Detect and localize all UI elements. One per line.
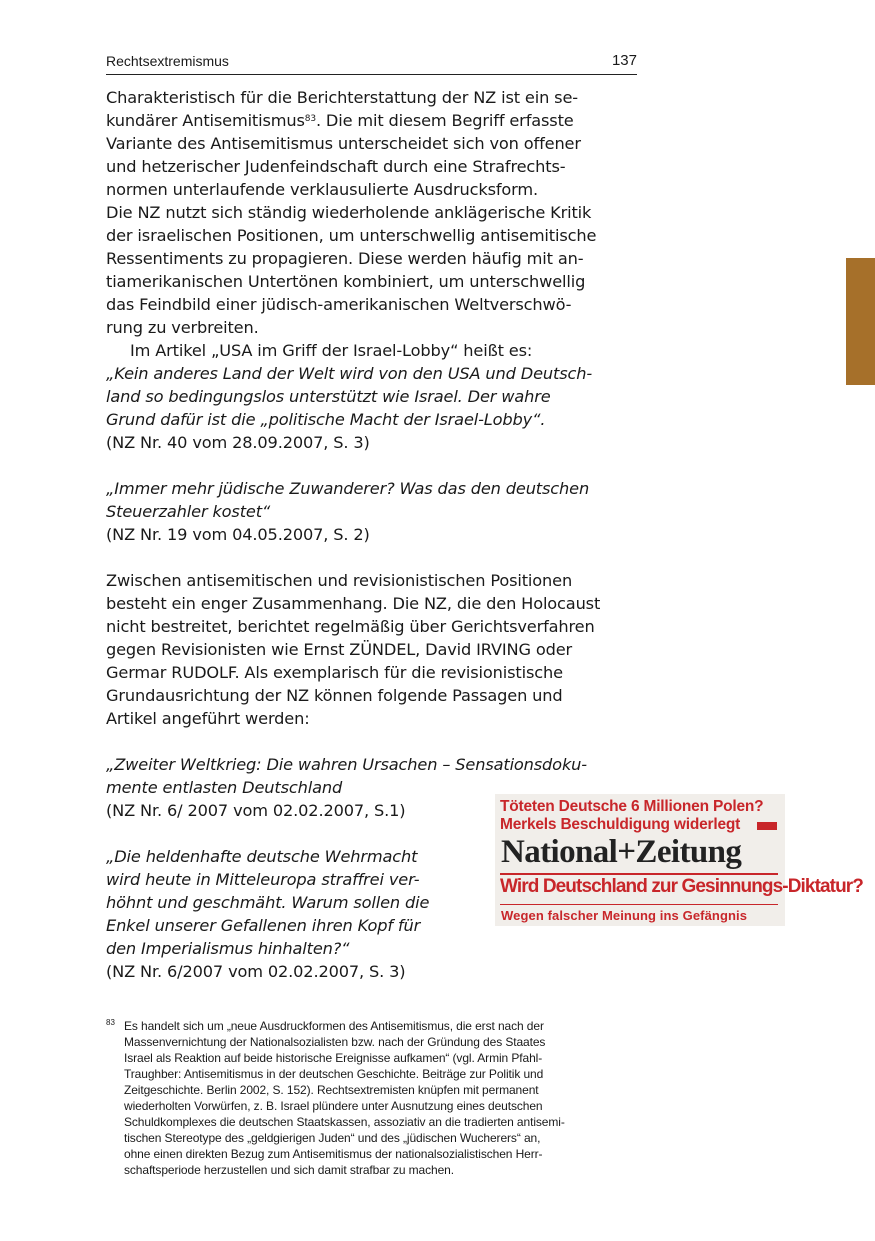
- newspaper-rule: [500, 904, 778, 905]
- text-line: tiamerikanischen Untertönen kombiniert, um unterschwellig: [106, 272, 586, 291]
- text-line: rung zu verbreiten.: [106, 318, 259, 337]
- footnote-line: Traughber: Antisemitismus in der deutschen Geschichte. Beiträge zur Politik und: [124, 1067, 544, 1081]
- quote-line: wird heute in Mitteleuropa straffrei ver-: [106, 870, 420, 889]
- page-number: 137: [611, 52, 637, 69]
- page-header: [106, 50, 637, 75]
- quote-line: Grund dafür ist die „politische Macht der Israel-Lobby“.: [106, 410, 546, 429]
- text-line: Variante des Antisemitismus unterscheidet sich von offener: [106, 134, 581, 153]
- quote-line: „Die heldenhafte deutsche Wehrmacht: [106, 847, 418, 866]
- footnote-number: 83: [106, 1018, 115, 1027]
- text-line: Zwischen antisemitischen und revisionistischen Positionen: [106, 571, 573, 590]
- quote-line: höhnt und geschmäht. Warum sollen die: [106, 893, 430, 912]
- quote-line: „Zweiter Weltkrieg: Die wahren Ursachen – Sensationsdoku-: [106, 755, 587, 774]
- source-citation: (NZ Nr. 19 vom 04.05.2007, S. 2): [106, 525, 370, 544]
- text-line: besteht ein enger Zusammenhang. Die NZ, die den Holocaust: [106, 594, 601, 613]
- source-citation: (NZ Nr. 40 vom 28.09.2007, S. 3): [106, 433, 370, 452]
- quote-line: mente entlasten Deutschland: [106, 778, 343, 797]
- quote-line: „Kein anderes Land der Welt wird von den USA und Deutsch-: [106, 364, 593, 383]
- footnote-line: Zeitgeschichte. Berlin 2002, S. 152). Rechtsextremisten knüpfen mit permanent: [124, 1083, 539, 1097]
- chapter-thumb-tab: [846, 258, 875, 385]
- text-line: Germar RUDOLF. Als exemplarisch für die revisionistische: [106, 663, 563, 682]
- newspaper-masthead: National+Zeitung: [501, 834, 742, 870]
- text-line: normen unterlaufende verklausulierte Ausdrucksform.: [106, 180, 539, 199]
- newspaper-rule: [500, 873, 778, 875]
- newspaper-headline: Töteten Deutsche 6 Millionen Polen?: [500, 798, 764, 815]
- quote-line: den Imperialismus hinhalten?“: [106, 939, 350, 958]
- running-head: Rechtsextremismus: [106, 53, 229, 69]
- newspaper-headline: Wird Deutschland zur Gesinnungs-Diktatur?: [500, 876, 864, 897]
- quote-line: Enkel unserer Gefallenen ihren Kopf für: [106, 916, 421, 935]
- text-line: Charakteristisch für die Berichterstattung der NZ ist ein se-: [106, 88, 578, 107]
- footnote-text: [124, 1018, 646, 1178]
- footnote-line: wiederholten Vorwürfen, z. B. Israel plündere unter Ausnutzung eines deutschen: [124, 1099, 543, 1113]
- text-line: Ressentiments zu propagieren. Diese werden häufig mit an-: [106, 249, 584, 268]
- text-line: kundärer Antisemitismus$^{83}$. Die mit diesem Begriff erfasste: [106, 111, 574, 130]
- newspaper-headline: Merkels Beschuldigung widerlegt: [500, 816, 741, 833]
- text-line: nicht bestreitet, berichtet regelmäßig über Gerichtsverfahren: [106, 617, 595, 636]
- footnote-reference[interactable]: 83: [304, 114, 316, 124]
- footnote: [106, 1018, 646, 1178]
- text-line: Grundausrichtung der NZ können folgende Passagen und: [106, 686, 563, 705]
- footnote-line: schaftsperiode herzustellen und sich damit strafbar zu machen.: [124, 1163, 454, 1177]
- source-citation: (NZ Nr. 6/ 2007 vom 02.02.2007, S.1): [106, 801, 406, 820]
- quote-line: land so bedingungslos unterstützt wie Israel. Der wahre: [106, 387, 551, 406]
- text-line: Die NZ nutzt sich ständig wiederholende anklägerische Kritik: [106, 203, 592, 222]
- text-line: gegen Revisionisten wie Ernst ZÜNDEL, David IRVING oder: [106, 640, 573, 659]
- footnote-line: Schuldkomplexes die deutschen Staatskassen, assoziativ an die tradierten antisemi-: [124, 1115, 565, 1129]
- text-line: Artikel angeführt werden:: [106, 709, 310, 728]
- newspaper-badge: [757, 822, 777, 830]
- newspaper-clipping-image: [495, 794, 864, 926]
- footnote-line: ohne einen direkten Bezug zum Antisemitismus der nationalsozialistischen Herr-: [124, 1147, 543, 1161]
- text-line: und hetzerischer Judenfeindschaft durch eine Strafrechts-: [106, 157, 566, 176]
- newspaper-headline: Wegen falscher Meinung ins Gefängnis: [501, 908, 748, 923]
- text-line: der israelischen Positionen, um unterschwellig antisemitische: [106, 226, 597, 245]
- text-line: das Feindbild einer jüdisch-amerikanischen Weltverschwö-: [106, 295, 572, 314]
- quote-line: Steuerzahler kostet“: [106, 502, 271, 521]
- source-citation: (NZ Nr. 6/2007 vom 02.02.2007, S. 3): [106, 962, 406, 981]
- footnote-line: Es handelt sich um „neue Ausdruckformen des Antisemitismus, die erst nach der: [124, 1019, 544, 1033]
- text-line: Im Artikel „USA im Griff der Israel-Lobby“ heißt es:: [130, 341, 533, 360]
- footnote-line: Israel als Reaktion auf beide historische Ereignisse aufkamen“ (vgl. Armin Pfahl-: [124, 1051, 543, 1065]
- quote-line: „Immer mehr jüdische Zuwanderer? Was das den deutschen: [106, 479, 590, 498]
- footnote-line: Massenvernichtung der Nationalsozialisten bzw. nach der Gründung des Staates: [124, 1035, 546, 1049]
- footnote-line: tischen Stereotype des „geldgierigen Juden“ und des „jüdischen Wucherers“ an,: [124, 1131, 541, 1145]
